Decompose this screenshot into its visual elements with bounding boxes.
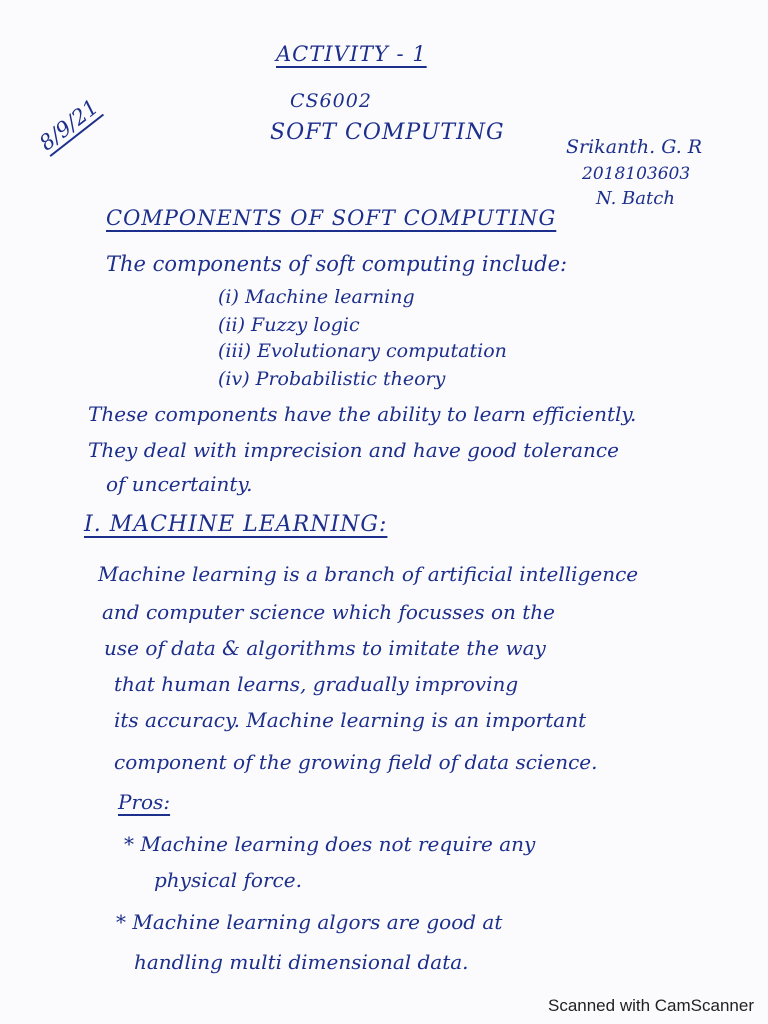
- ml-paragraph-line: Machine learning is a branch of artificial intelligence: [98, 562, 639, 586]
- list-item: (ii) Fuzzy logic: [218, 314, 360, 336]
- list-item: (iii) Evolutionary computation: [218, 340, 507, 362]
- summary-line: They deal with imprecision and have good tolerance: [88, 438, 619, 462]
- components-intro: The components of soft computing include:: [106, 252, 568, 276]
- pros-item-continuation: handling multi dimensional data.: [134, 950, 469, 974]
- list-item: (iv) Probabilistic theory: [218, 368, 446, 390]
- ml-paragraph-line: that human learns, gradually improving: [114, 672, 519, 696]
- scanner-watermark: Scanned with CamScanner: [547, 996, 754, 1015]
- batch: N. Batch: [596, 188, 675, 209]
- student-name: Srikanth. G. R: [566, 136, 703, 158]
- machine-learning-heading: I. MACHINE LEARNING:: [84, 512, 388, 537]
- course-name: SOFT COMPUTING: [270, 120, 505, 145]
- ml-paragraph-line: component of the growing field of data science.: [114, 750, 598, 774]
- summary-line: These components have the ability to learn efficiently.: [88, 402, 637, 426]
- ml-paragraph-line: its accuracy. Machine learning is an important: [114, 708, 587, 732]
- pros-item: * Machine learning algors are good at: [116, 910, 503, 934]
- list-item: (i) Machine learning: [218, 286, 415, 308]
- ml-paragraph-line: and computer science which focusses on the: [102, 600, 555, 624]
- summary-line: of uncertainty.: [106, 472, 253, 496]
- pros-item: * Machine learning does not require any: [124, 832, 536, 856]
- roll-number: 2018103603: [582, 164, 691, 184]
- activity-title: ACTIVITY - 1: [276, 42, 427, 66]
- course-code: CS6002: [290, 90, 372, 112]
- date: 8/9/21: [34, 94, 103, 156]
- pros-label: Pros:: [118, 790, 171, 814]
- pros-item-continuation: physical force.: [154, 868, 302, 892]
- ml-paragraph-line: use of data & algorithms to imitate the way: [104, 636, 546, 660]
- components-heading: COMPONENTS OF SOFT COMPUTING: [106, 206, 557, 230]
